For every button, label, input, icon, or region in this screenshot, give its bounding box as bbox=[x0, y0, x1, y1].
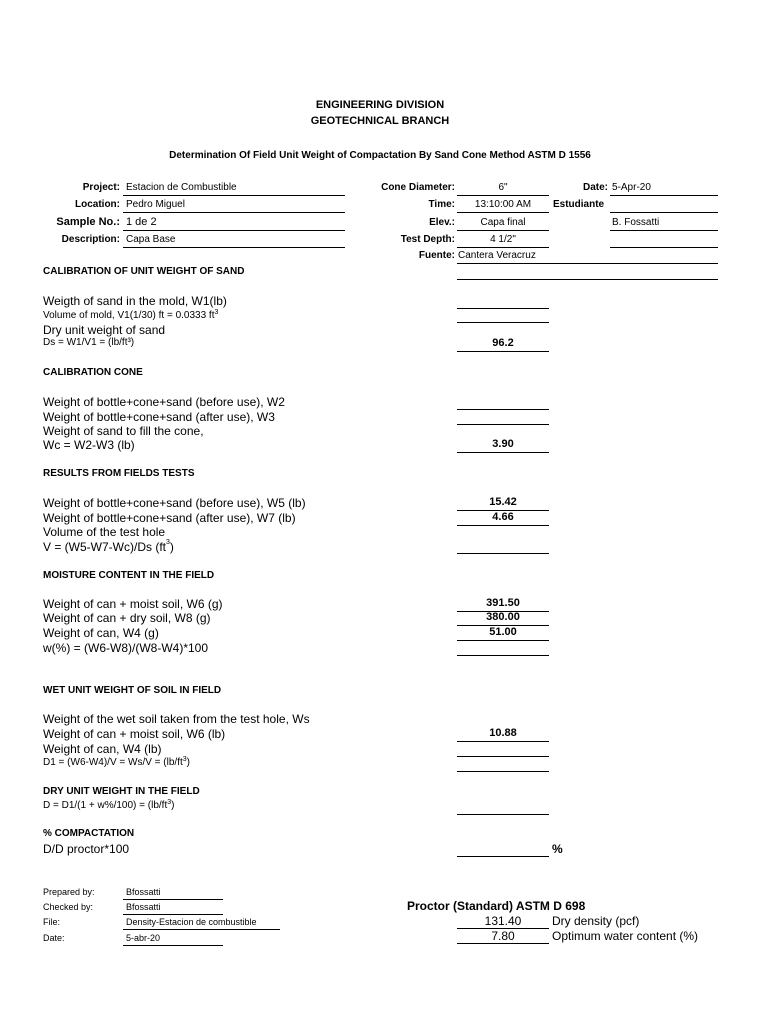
v1-label: Volume of mold, V1(1/30) ft = 0.0333 $ft^3$ bbox=[43, 309, 219, 321]
d-underline bbox=[457, 814, 549, 815]
checked-underline bbox=[123, 914, 223, 915]
fill-cone-label: Weight of sand to fill the cone, bbox=[43, 424, 204, 438]
wc-formula: Wc = W2-W3 (lb) bbox=[43, 438, 135, 452]
document-title: Determination Of Field Unit Weight of Compactation By Sand Cone Method ASTM D 1556 bbox=[169, 150, 591, 161]
proctor-water-label: Optimum water content (%) bbox=[552, 929, 699, 943]
proctor-title: Proctor (Standard) ASTM D 698 bbox=[407, 899, 586, 913]
estudiante-underline-3 bbox=[610, 247, 718, 248]
estudiante-value: B. Fossatti bbox=[612, 217, 660, 228]
w5-label: Weight of bottle+cone+sand (before use), W5 (lb) bbox=[43, 496, 306, 510]
date-value: 5-Apr-20 bbox=[612, 182, 651, 193]
file-label: File: bbox=[43, 917, 61, 927]
depth-value: 4 1/2" bbox=[490, 234, 516, 245]
depth-label: Test Depth: bbox=[400, 234, 455, 245]
v1-underline bbox=[457, 322, 549, 323]
w-underline bbox=[457, 655, 549, 656]
w2-label: Weight of bottle+cone+sand (before use), W2 bbox=[43, 395, 285, 409]
date-underline bbox=[610, 195, 718, 196]
moisture-w8-value: 380.00 bbox=[486, 611, 520, 623]
compaction-underline bbox=[457, 856, 549, 857]
checked-label: Checked by: bbox=[43, 902, 94, 912]
calibration-cone-heading: CALIBRATION CONE bbox=[43, 367, 143, 378]
w7-value: 4.66 bbox=[492, 511, 514, 523]
header-branch: GEOTECHNICAL BRANCH bbox=[310, 115, 450, 127]
v-underline bbox=[457, 553, 549, 554]
footer-date-underline bbox=[123, 945, 223, 946]
moisture-heading: MOISTURE CONTENT IN THE FIELD bbox=[43, 570, 215, 581]
wet-w6-value: 10.88 bbox=[489, 727, 517, 739]
calibration-sand-heading: CALIBRATION OF UNIT WEIGHT OF SAND bbox=[43, 266, 245, 277]
dry-unit-heading: DRY UNIT WEIGHT IN THE FIELD bbox=[43, 786, 200, 797]
fuente-label: Fuente: bbox=[418, 250, 455, 261]
wc-value: 3.90 bbox=[492, 438, 514, 450]
moisture-w4-underline bbox=[457, 640, 549, 641]
estudiante-underline bbox=[610, 212, 718, 213]
d-formula: $D = D1/(1 + w\%/100) = (lb/ft^3)$ bbox=[43, 799, 175, 811]
location-label: Location: bbox=[75, 199, 120, 210]
test-hole-volume-label: Volume of the test hole bbox=[43, 525, 166, 539]
estudiante-label: Estudiante bbox=[553, 199, 605, 210]
wet-w4-underline bbox=[457, 756, 549, 757]
elev-value: Capa final bbox=[480, 217, 526, 228]
moisture-w8-label: Weight of can + dry soil, W8 (g) bbox=[43, 611, 211, 625]
header-division: ENGINEERING DIVISION bbox=[315, 99, 445, 111]
ws-label: Weight of the wet soil taken from the test hole, Ws bbox=[43, 712, 310, 726]
wet-w6-underline bbox=[457, 741, 549, 742]
time-value: 13:10:00 AM bbox=[474, 199, 532, 210]
w7-underline bbox=[457, 525, 549, 526]
proctor-dry-label: Dry density (pcf) bbox=[552, 914, 640, 928]
elev-underline bbox=[457, 230, 549, 231]
d1-underline bbox=[457, 771, 549, 772]
proctor-water-value: 7.80 bbox=[491, 929, 515, 943]
sample-value: 1 de 2 bbox=[126, 216, 157, 228]
cone-diameter-value: 6" bbox=[498, 182, 508, 193]
w7-label: Weight of bottle+cone+sand (after use), W7 (lb) bbox=[43, 511, 296, 525]
location-underline bbox=[123, 212, 345, 213]
compaction-percent: % bbox=[552, 842, 563, 856]
compaction-formula: D/D proctor*100 bbox=[43, 842, 130, 856]
w2-underline bbox=[457, 409, 549, 410]
w-formula: w(%) = (W6-W8)/(W8-W4)*100 bbox=[43, 641, 209, 655]
w1-label: Weigth of sand in the mold, W1(lb) bbox=[43, 294, 227, 308]
proctor-water-underline bbox=[457, 943, 549, 944]
fuente-underline bbox=[457, 263, 718, 264]
moisture-w4-label: Weight of can, W4 (g) bbox=[43, 626, 159, 640]
time-label: Time: bbox=[428, 199, 455, 210]
moisture-w6-value: 391.50 bbox=[486, 597, 520, 609]
compaction-heading: % COMPACTATION bbox=[43, 828, 135, 839]
file-underline bbox=[123, 929, 280, 930]
v-formula: V = (W5-W7-Wc)/Ds $(ft^3)$ bbox=[43, 539, 174, 554]
prepared-label: Prepared by: bbox=[43, 887, 95, 897]
cone-underline bbox=[457, 195, 549, 196]
prepared-underline bbox=[123, 899, 223, 900]
w1-underline bbox=[457, 308, 549, 309]
wet-w6-label: Weight of can + moist soil, W6 (lb) bbox=[43, 727, 226, 741]
proctor-dry-value: 131.40 bbox=[484, 914, 522, 928]
time-underline bbox=[457, 212, 549, 213]
description-value: Capa Base bbox=[126, 234, 176, 245]
moisture-w4-value: 51.00 bbox=[489, 626, 517, 638]
dry-sand-label: Dry unit weight of sand bbox=[43, 323, 166, 337]
estudiante-underline-2 bbox=[610, 230, 718, 231]
sample-underline bbox=[123, 230, 345, 231]
fuente-value: Cantera Veracruz bbox=[458, 250, 536, 261]
w3-underline bbox=[457, 424, 549, 425]
moisture-w6-label: Weight of can + moist soil, W6 (g) bbox=[43, 597, 223, 611]
w3-label: Weight of bottle+cone+sand (after use), W3 bbox=[43, 410, 275, 424]
depth-underline bbox=[457, 247, 549, 248]
project-value: Estacion de Combustible bbox=[126, 182, 237, 193]
wet-unit-heading: WET UNIT WEIGHT OF SOIL IN FIELD bbox=[43, 685, 222, 696]
description-underline bbox=[123, 247, 345, 248]
w5-value: 15.42 bbox=[489, 496, 517, 508]
file-value: Density-Estacion de combustible bbox=[126, 917, 257, 927]
project-label: Project: bbox=[82, 182, 120, 193]
ds-underline bbox=[457, 351, 549, 352]
d1-formula: $D1 = (W6-W4)/V = Ws/V = (lb/ft^3)$ bbox=[43, 756, 190, 768]
ds-formula: Ds = W1/V1 = (lb/ft³) bbox=[43, 337, 135, 348]
cone-diameter-label: Cone Diameter: bbox=[381, 182, 455, 193]
project-underline bbox=[123, 195, 345, 196]
checked-value: Bfossatti bbox=[126, 902, 161, 912]
elev-label: Elev.: bbox=[429, 217, 455, 228]
sample-label: Sample No.: bbox=[56, 216, 120, 228]
location-value: Pedro Miguel bbox=[126, 199, 185, 210]
footer-date-label: Date: bbox=[43, 933, 65, 943]
prepared-value: Bfossatti bbox=[126, 887, 161, 897]
fuente-underline-2 bbox=[457, 279, 718, 280]
footer-date-value: 5-abr-20 bbox=[126, 933, 161, 943]
wc-underline bbox=[457, 452, 549, 453]
date-label: Date: bbox=[582, 182, 608, 193]
wet-w4-label: Weight of can, W4 (lb) bbox=[43, 742, 162, 756]
field-tests-heading: RESULTS FROM FIELDS TESTS bbox=[43, 468, 195, 479]
description-label: Description: bbox=[61, 234, 120, 245]
ds-value: 96.2 bbox=[492, 337, 514, 349]
